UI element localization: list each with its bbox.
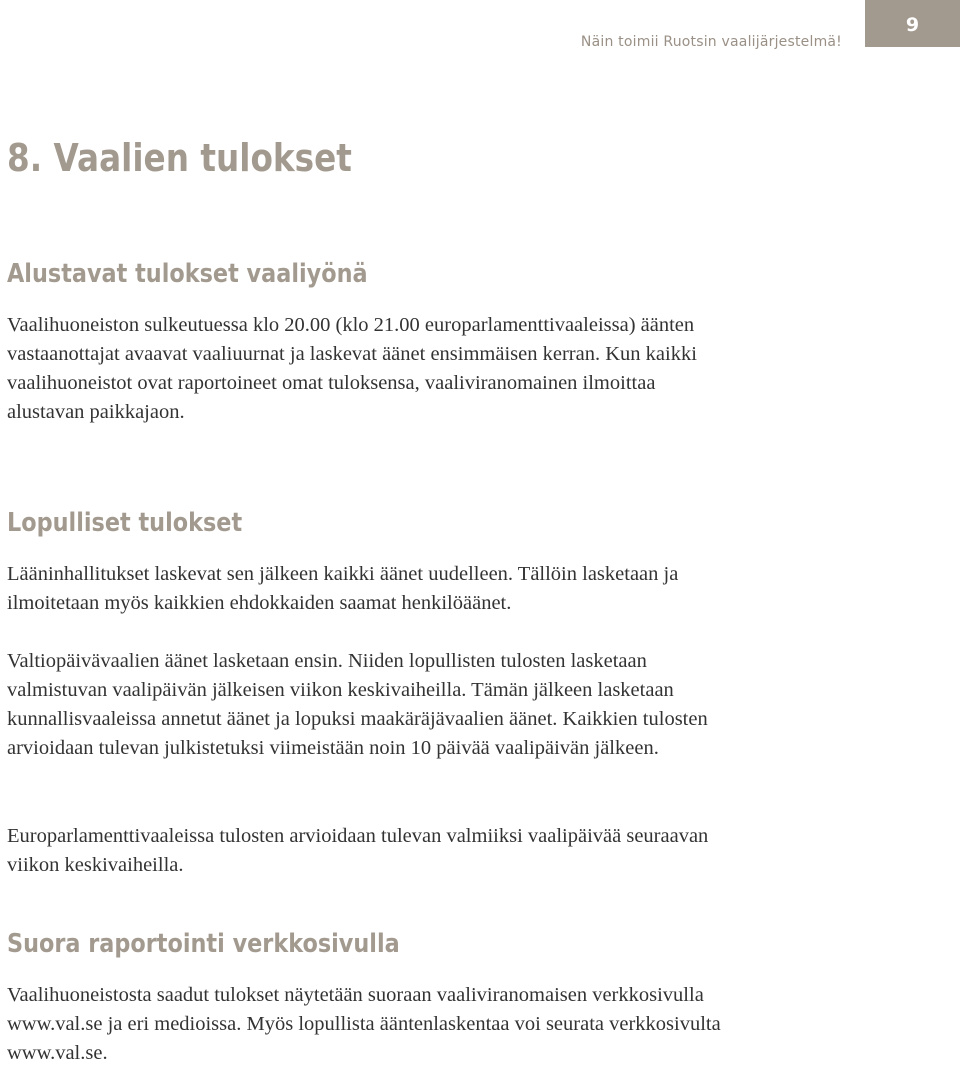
page-number-tab: 9 [865, 0, 960, 47]
paragraph-final-results-3: Europarlamenttivaaleissa tulosten arvioidaan tulevan valmiiksi vaalipäivää seuraavan viikon keskivaiheilla. [7, 825, 709, 876]
running-header-title: Näin toimii Ruotsin vaalijärjestelmä! [580, 34, 842, 50]
paragraph-live-reporting: Vaalihuoneistosta saadut tulokset näytetään suoraan vaaliviranomaisen verkkosivulla www.val.se ja eri medioissa. Myös lopullista ääntenlaskentaa voi seurata verkkosivulta www.val.se. [7, 984, 721, 1064]
paragraph-final-results-1: Lääninhallitukset laskevat sen jälkeen kaikki äänet uudelleen. Tällöin lasketaan ja ilmoitetaan myös kaikkien ehdokkaiden saamat henkilöäänet. [7, 563, 679, 614]
section-heading-preliminary-results: Alustavat tulokset vaaliyönä [7, 259, 368, 289]
paragraph-preliminary-results: Vaalihuoneiston sulkeutuessa klo 20.00 (klo 21.00 europarlamenttivaaleissa) äänten vastaanottajat avaavat vaaliuurnat ja laskevat äänet ensimmäisen kerran. Kun kaikki vaalihuoneistot ovat raportoineet omat tuloksensa, vaaliviranomainen ilmoittaa alustavan paikkajaon. [7, 314, 697, 423]
paragraph-final-results-2: Valtiopäivävaalien äänet lasketaan ensin. Niiden lopullisten tulosten lasketaan valmistuvan vaalipäivän jälkeisen viikon keskivaiheilla. Tämän jälkeen lasketaan kunnallisvaaleissa annetut äänet ja lopuksi maakäräjävaalien äänet. Kaikkien tulosten arvioidaan tulevan julkistetuksi viimeistään noin 10 päivää vaalipäivän jälkeen. [7, 650, 708, 759]
section-heading-live-reporting: Suora raportointi verkkosivulla [7, 929, 400, 959]
chapter-title: 8. Vaalien tulokset [7, 136, 352, 180]
section-heading-final-results: Lopulliset tulokset [7, 508, 243, 538]
